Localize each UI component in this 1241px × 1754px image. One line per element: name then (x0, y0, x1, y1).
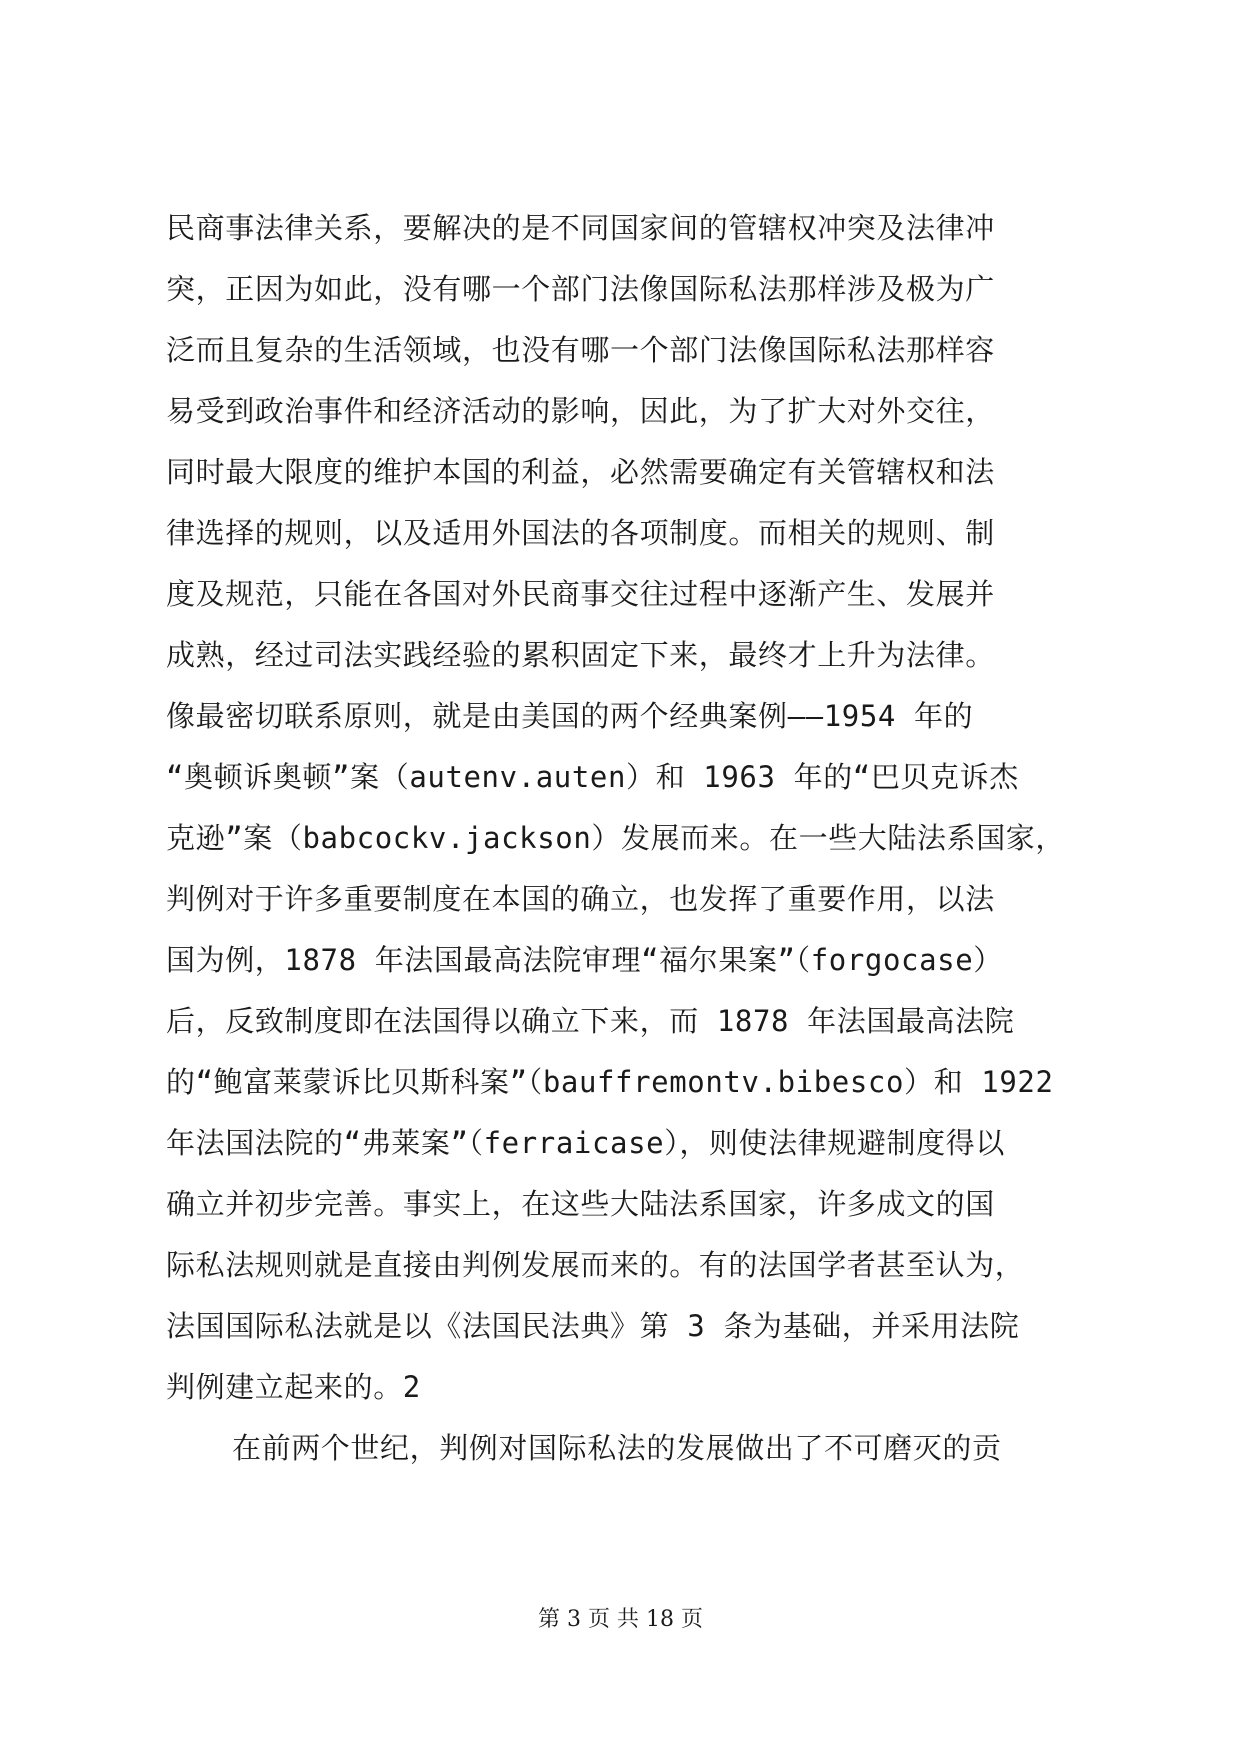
text-line: 后，反致制度即在法国得以确立下来，而 1878 年法国最高法院 (166, 1004, 1015, 1038)
text-line: 律选择的规则，以及适用外国法的各项制度。而相关的规则、制 (166, 516, 995, 550)
text-line: 像最密切联系原则，就是由美国的两个经典案例——1954 年的 (166, 699, 974, 733)
text-line: 同时最大限度的维护本国的利益，必然需要确定有关管辖权和法 (166, 455, 995, 489)
text-line: 成熟，经过司法实践经验的累积固定下来，最终才上升为法律。 (166, 638, 995, 672)
text-line: 年法国法院的“弗莱案”（ferraicase），则使法律规避制度得以 (166, 1126, 1005, 1160)
text-line: 民商事法律关系，要解决的是不同国家间的管辖权冲突及法律冲 (166, 211, 995, 245)
text-line: 泛而且复杂的生活领域，也没有哪一个部门法像国际私法那样容 (166, 333, 995, 367)
text-line: 判例对于许多重要制度在本国的确立，也发挥了重要作用，以法 (166, 882, 995, 916)
text-line: 突，正因为如此，没有哪一个部门法像国际私法那样涉及极为广 (166, 272, 995, 306)
text-line: 确立并初步完善。事实上，在这些大陆法系国家，许多成文的国 (166, 1187, 995, 1221)
text-line: 国为例，1878 年法国最高法院审理“福尔果案”（forgocase） (166, 943, 1003, 977)
paragraph-start-line: 在前两个世纪，判例对国际私法的发展做出了不可磨灭的贡 (232, 1431, 1002, 1465)
text-line: 克逊”案（babcockv.jackson）发展而来。在一些大陆法系国家， (166, 821, 1066, 855)
text-line: “奥顿诉奥顿”案（autenv.auten）和 1963 年的“巴贝克诉杰 (166, 760, 1019, 794)
text-line: 际私法规则就是直接由判例发展而来的。有的法国学者甚至认为， (166, 1248, 1025, 1282)
text-line: 判例建立起来的。2 (166, 1370, 421, 1404)
text-line: 度及规范，只能在各国对外民商事交往过程中逐渐产生、发展并 (166, 577, 995, 611)
text-line: 法国国际私法就是以《法国民法典》第 3 条为基础，并采用法院 (166, 1309, 1020, 1343)
text-line: 的“鲍富莱蒙诉比贝斯科案”（bauffremontv.bibesco）和 1922 (166, 1065, 1054, 1099)
text-line: 易受到政治事件和经济活动的影响，因此，为了扩大对外交往， (166, 394, 995, 428)
page-footer: 第 3 页 共 18 页 (538, 1607, 703, 1632)
